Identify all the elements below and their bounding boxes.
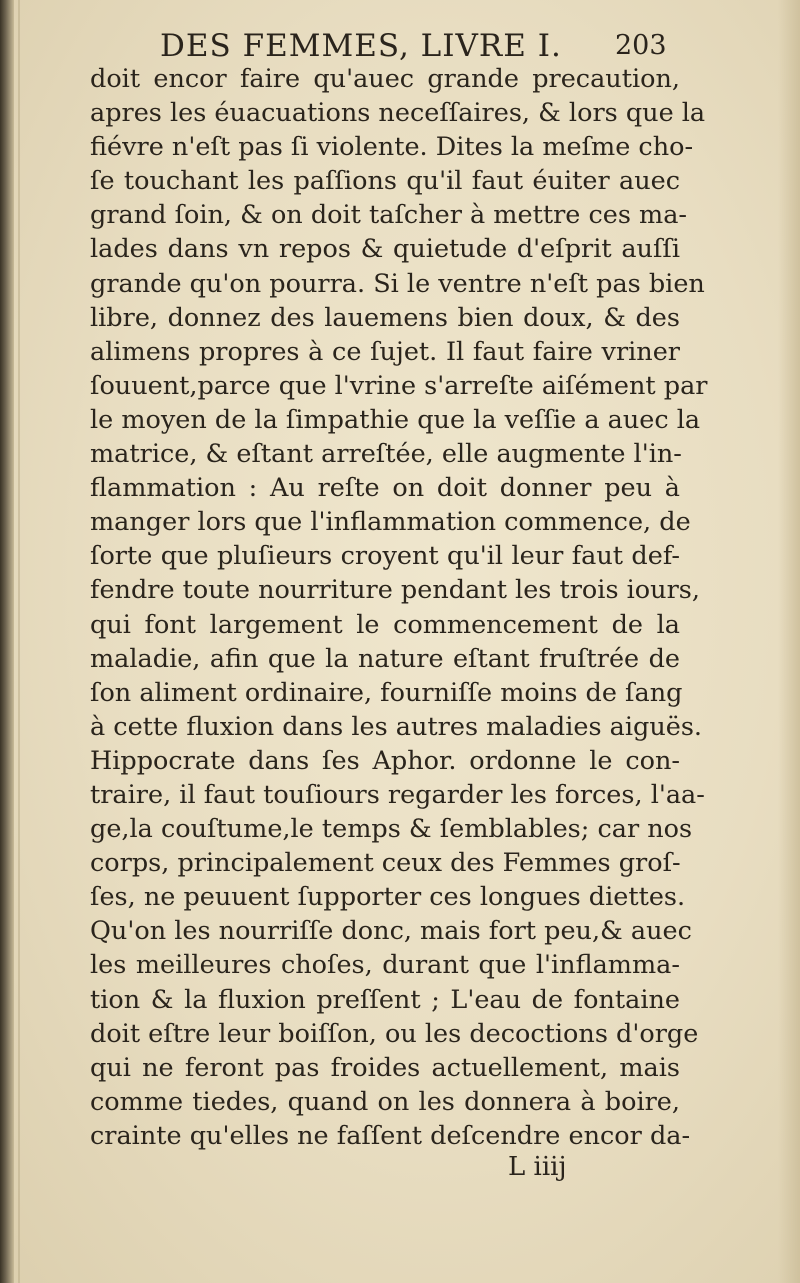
text-line: le moyen de la ſimpathie que la veſſie a auec la — [90, 404, 701, 435]
text-line: lades dans vn repos & quietude d'eſprit auſſi — [90, 234, 680, 265]
text-line: maladie, afin que la nature eſtant fruſtrée de — [90, 643, 680, 674]
page-number: 203 — [615, 30, 667, 61]
text-line: ſorte que pluſieurs croyent qu'il leur faut def- — [90, 541, 680, 572]
text-line: flammation : Au reſte on doit donner peu à — [90, 473, 680, 504]
text-line: comme tiedes, quand on les donnera à boire, — [90, 1086, 680, 1117]
text-line: crainte qu'elles ne faſſent deſcendre encor da- — [90, 1120, 691, 1151]
text-line: ſouuent,parce que l'vrine s'arreſte aiſément par — [90, 370, 708, 401]
text-line: qui ne feront pas froides actuellement, mais — [90, 1052, 680, 1083]
running-title: DES FEMMES, LIVRE I. — [160, 28, 562, 64]
text-line: doit eſtre leur boiſſon, ou les decoctions d'orge — [90, 1018, 699, 1049]
text-line: libre, donnez des lauemens bien doux, & des — [90, 302, 680, 333]
text-line: traire, il faut touſiours regarder les forces, l'aa- — [90, 779, 705, 810]
text-line: ſes, ne peuuent ſupporter ces longues diettes. — [90, 882, 686, 913]
text-line: manger lors que l'inflammation commence, de — [90, 507, 691, 538]
text-line: ſe touchant les paſſions qu'il faut éuiter auec — [90, 166, 680, 197]
gutter-shadow — [18, 0, 20, 1283]
text-line: fiévre n'eſt pas ſi violente. Dites la meſme cho- — [90, 132, 694, 163]
text-line: doit encor faire qu'auec grande precaution, — [90, 64, 680, 94]
text-line: apres les éuacuations neceſſaires, & lors que la — [90, 98, 706, 129]
signature-mark: L iiij — [508, 1152, 567, 1182]
page-edge-shadow — [778, 0, 800, 1283]
text-line: ge,la couſtume,le temps & ſemblables; car nos — [90, 814, 693, 845]
text-line: corps, principalement ceux des Femmes groſ- — [90, 848, 681, 879]
text-line: grande qu'on pourra. Si le ventre n'eſt pas bien — [90, 268, 705, 299]
text-line: fendre toute nourriture pendant les trois iours, — [90, 575, 700, 606]
text-line: grand ſoin, & on doit taſcher à mettre ces ma- — [90, 200, 688, 231]
text-line: les meilleures choſes, durant que l'inflamma- — [90, 950, 680, 981]
text-line: matrice, & eſtant arreſtée, elle augmente l'in- — [90, 439, 682, 470]
binding-edge — [0, 0, 14, 1283]
text-line: à cette fluxion dans les autres maladies aiguës. — [90, 711, 703, 742]
text-line: ſon aliment ordinaire, fourniſſe moins de ſang — [90, 677, 683, 708]
text-line: tion & la fluxion preſſent ; L'eau de fontaine — [90, 984, 680, 1015]
body-text — [90, 62, 708, 1153]
text-line: Qu'on les nourriſſe donc, mais fort peu,& auec — [90, 916, 692, 947]
text-line: Hippocrate dans ſes Aphor. ordonne le con- — [90, 745, 680, 776]
text-line: qui font largement le commencement de la — [90, 609, 680, 640]
text-line: alimens propres à ce ſujet. Il faut faire vriner — [90, 336, 680, 367]
